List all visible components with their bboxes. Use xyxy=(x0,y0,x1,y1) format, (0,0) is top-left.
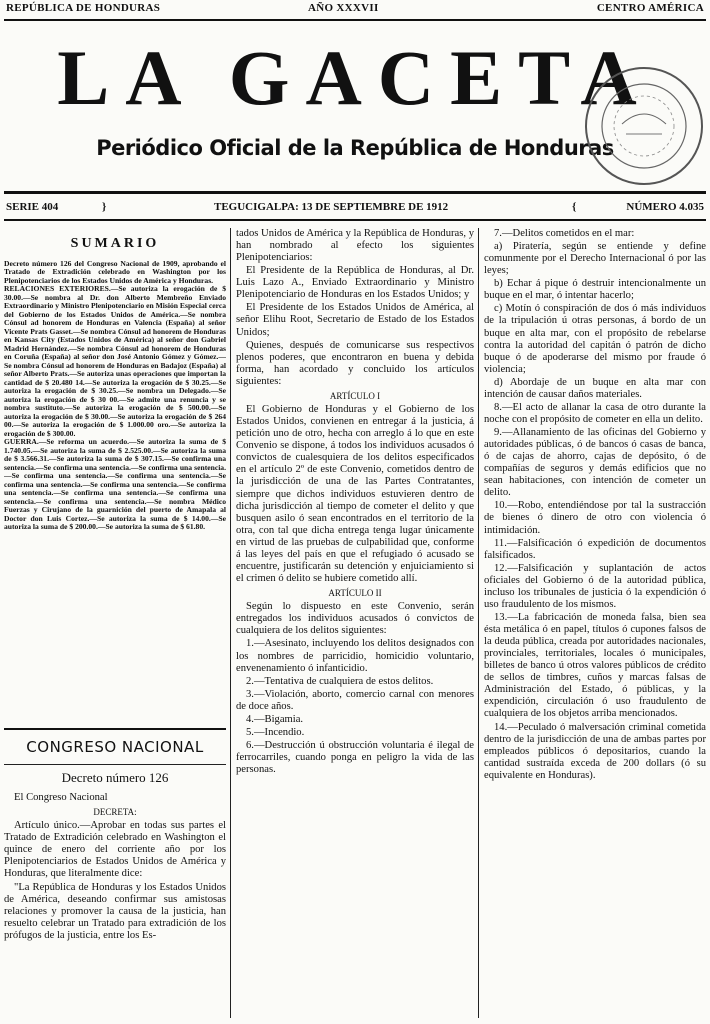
treaty-paragraph: 9.—Allanamiento de las oficinas del Gobierno y autoridades públicas, ó de bancos ó casas de banca, ó de cajas de ahorro, cajas de depósito, ó de compañías de seguros y demás edificios que no sean habitaciones, con intención de cometer un delito. xyxy=(484,427,706,499)
article-2-title: ARTÍCULO II xyxy=(328,588,382,598)
treaty-paragraph: 1.—Asesinato, incluyendo los delitos designados con los nombres de parricidio, homicidio voluntario, envenenamiento ó infanticidio. xyxy=(236,638,474,674)
treaty-paragraph: 14.—Peculado ó malversación criminal cometida dentro de la jurisdicción de una de ambas partes por empleados públicos ó depositarios, cuando la cantidad sustraída exceda de 200 dollars (ó su equivalente en Honduras). xyxy=(484,721,706,781)
number-label: NÚMERO 4.035 xyxy=(626,201,704,213)
treaty-paragraph: 5.—Incendio. xyxy=(246,726,305,738)
treaty-paragraph: 12.—Falsificación y suplantación de actos oficiales del Gobierno ó de la autoridad pública, incluso los tribunales de justicia ó la expendición ó uso fraudulento de los mismos. xyxy=(484,562,706,610)
masthead-rule-top xyxy=(4,191,706,194)
top-rule xyxy=(4,19,706,21)
congreso-rule-top xyxy=(4,728,226,730)
treaty-paragraph: Según lo dispuesto en este Convenio, serán entregados los individuos acusados ó convictos de cualquiera de los delitos siguientes: xyxy=(236,601,474,637)
congreso-rule xyxy=(4,764,226,765)
treaty-paragraph: d) Abordaje de un buque en alta mar con intención de causar daños materiales. xyxy=(484,376,706,400)
decree-paragraph: Artículo único.—Aprobar en todas sus partes el Tratado de Extradición celebrado en Washington el quince de enero del corriente año por los Plenipotenciarios de Estados Unidos de América y Honduras, que literalmente dice: xyxy=(4,820,226,880)
sumario-column xyxy=(4,228,226,750)
bracket-right: { xyxy=(572,201,577,213)
article-1-text: El Gobierno de Honduras y el Gobierno de los Estados Unidos, convienen en entregar á la justicia, á petición uno de otro, hecha con arreglo á lo que en este Convenio se dispone, á todos los individuos acusados ó convictos de cualesquiera de los delitos especificados en el artículo 2º de este Convenio, cometidos dentro de la jurisdicción de una de las Partes Contratantes, siempre que dichos individuos estuvieren dentro de dicha jurisdicción al tiempo de cometer el delito y que busquen asilo ó sean encontrados en el territorio de la otra, con tal que dicha entrega tenga lugar únicamente en virtud de las pruebas de culpabilidad que, conforme á las leyes del país en que el refugiado ó acusado se encuentre, justificarán su detención y enjuiciamiento si el crimen ó delito se hubiere cometido allí. xyxy=(236,404,474,584)
sumario-paragraph: GUERRA.—Se reforma un acuerdo.—Se autoriza la suma de $ 1.740.05.—Se autoriza la suma de $ 2.525.00.—Se autoriza la suma de $ 3.566.31.—Se autoriza la suma de $ 307.15.—Se confirma una sentencia.—Se confirma una sentencia.—Se confirma una sentencia.—Se confirma una sentencia.—Se confirma una sentencia.—Se confirma una sentencia.—Se confirma una sentencia.—Se confirma una sentencia.—Se confirma una sentencia.—Se confirma una sentencia.—Se confirma una sentencia.—Se nombra Médico Fuerzas y Cirujano de la guarnición del puerto de Amapala al Doctor don Luis Cortez.—Se autoriza la suma de $ 14.00.—Se autoriza la suma de $ 200.00.—Se autoriza la suma de $ 61.80. xyxy=(4,437,226,532)
congreso-heading: CONGRESO NACIONAL xyxy=(26,738,204,756)
treaty-paragraph: 2.—Tentativa de cualquiera de estos delitos. xyxy=(246,675,434,687)
official-seal-icon xyxy=(582,64,706,188)
treaty-paragraph: tados Unidos de América y la República de Honduras, y han nombrado al efecto los siguientes Plenipotenciarios: xyxy=(236,228,474,264)
country-label: REPÚBLICA DE HONDURAS xyxy=(6,2,161,14)
treaty-paragraph: b) Echar á pique ó destruir intencionalmente un buque en el mar, ó intentar hacerlo; xyxy=(484,278,706,302)
treaty-paragraph: 10.—Robo, entendiéndose por tal la sustracción de bienes ó dinero de otro con violencia ó intimidación. xyxy=(484,500,706,536)
treaty-paragraph: Quienes, después de comunicarse sus respectivos plenos poderes, que encontraron en buena y debida forma, han acordado y concluido los artículos siguientes: xyxy=(236,339,474,387)
treaty-paragraph: 8.—El acto de allanar la casa de otro durante la noche con el propósito de cometer en ella un delito. xyxy=(484,401,706,425)
treaty-paragraph: 6.—Destrucción ú obstrucción voluntaria é ilegal de ferrocarriles, cuando ponga en peligro la vida de las personas. xyxy=(236,739,474,776)
info-rule xyxy=(4,219,706,221)
treaty-paragraph: El Presidente de los Estados Unidos de América, al señor Elihu Root, Secretario de Estado de los Estados Unidos; xyxy=(236,302,474,338)
sumario-paragraph: Decreto número 126 del Congreso Nacional de 1909, aprobando el Tratado de Extradición celebrado en Washington por los Plenipotenciarios de los Estados Unidos de América y Honduras. xyxy=(4,258,226,285)
info-bar xyxy=(6,201,704,217)
treaty-paragraph: El Presidente de la República de Honduras, al Dr. Luis Lazo A., Enviado Extraordinario y Ministro Plenipotenciario de Honduras en los Estados Unidos; y xyxy=(236,265,474,301)
serie-label: SERIE 404 xyxy=(6,201,59,213)
treaty-paragraph: a) Piratería, según se entiende y define comunmente por el Derecho Internacional ó por las leyes; xyxy=(484,241,706,277)
decree-title: Decreto número 126 xyxy=(61,770,169,786)
treaty-column-2 xyxy=(236,228,474,1018)
article-1-title: ARTÍCULO I xyxy=(329,390,381,401)
decree-intro: El Congreso Nacional xyxy=(14,791,108,803)
column-divider-2 xyxy=(478,228,479,1018)
treaty-paragraph: 7.—Delitos cometidos en el mar: xyxy=(494,228,635,239)
treaty-paragraph: 4.—Bigamia. xyxy=(246,713,304,725)
bracket-left: } xyxy=(102,201,107,213)
congreso-section xyxy=(4,733,226,1018)
treaty-paragraph: 3.—Violación, aborto, comercio carnal con menores de doce años. xyxy=(236,688,474,712)
sumario-paragraph: RELACIONES EXTERIORES.—Se autoriza la erogación de $ 30.00.—Se nombra al Dr. don Alberto Membreño Enviado Extraordinario y Ministro Plenipotenciario en Misión Especial cerca del Gobierno de los Estados Unidos de América.—Se nombra Cónsul ad honorem de Honduras en Valencia (España) al señor Vicente Prats Gasset.—Se nombra Cónsul ad honorem de Honduras en Kansas City (Estados Unidos de América) al señor don Gabriel Madrid Hernández.—Se nombra Cónsul ad honorem de Honduras en Coruña (España) al señor don José Antonio Gómez y Gómez.—Se nombra Cónsul ad honorem de Honduras en Badajoz (España) al señor Alberto Prats.—Se autoriza unas operaciones que importan la cantidad de $ 20.480 14.—Se autoriza la erogación de $ 30.25.—Se autoriza la erogación de $ 30.25.—Se nombra un Delegado.—Se autoriza la erogación de $ 30 00.—Se admite una renuncia y se nombra sustituto.—Se autoriza la erogación de $ 500.00.—Se autoriza la erogación de $ 30.00.—Se autoriza la erogación de $ 264 00.—Se autoriza la erogación de $ 1.000.00 oro.—Se autoriza la erogación de $ 300.00. xyxy=(4,284,226,438)
sumario-text xyxy=(4,260,226,532)
masthead-subtitle: Periódico Oficial de la República de Honduras xyxy=(96,136,614,160)
column-divider-1 xyxy=(230,228,231,1018)
top-bar xyxy=(6,2,704,18)
region-label: CENTRO AMÉRICA xyxy=(596,2,704,14)
masthead-title: LA GACETA xyxy=(57,34,653,121)
year-label: AÑO XXXVII xyxy=(308,2,379,14)
treaty-column-3 xyxy=(484,228,706,1018)
sumario-title: SUMARIO xyxy=(70,236,160,251)
treaty-paragraph: 13.—La fabricación de moneda falsa, bien sea ésta metálica ó en papel, títulos ó cupones falsos de la deuda pública, creada por autoridades nacionales, provinciales, territoriales, locales ó municipales, billetes de banco ú otros valores públicos de crédito de sellos de timbres, cuños y marcas falsas de Administración del Estado, ó públicas, y la expendición, circulación ó uso fraudulento de cualquiera de los objetos arriba mencionados. xyxy=(484,611,706,720)
decreta-label: DECRETA: xyxy=(93,806,137,817)
treaty-paragraph: 11.—Falsificación ó expedición de documentos falsificados. xyxy=(484,537,706,561)
treaty-paragraph: c) Motín ó conspiración de dos ó más individuos de la tripulación ú otras personas, á bordo de un buque en alta mar, con el propósito de rebelarse contra la autoridad del capitán ó patrón de dicho buque ó de apoderarse del mismo por fraude ó violencia; xyxy=(484,303,706,375)
decree-paragraph: "La República de Honduras y los Estados Unidos de América, deseando confirmar sus amistosas relaciones y promover la causa de la justicia, han resuelto celebrar un Tratado para extradición de los prófugos de la justicia, entre los Es- xyxy=(4,881,226,941)
date-label: TEGUCIGALPA: 13 DE SEPTIEMBRE DE 1912 xyxy=(214,201,449,213)
